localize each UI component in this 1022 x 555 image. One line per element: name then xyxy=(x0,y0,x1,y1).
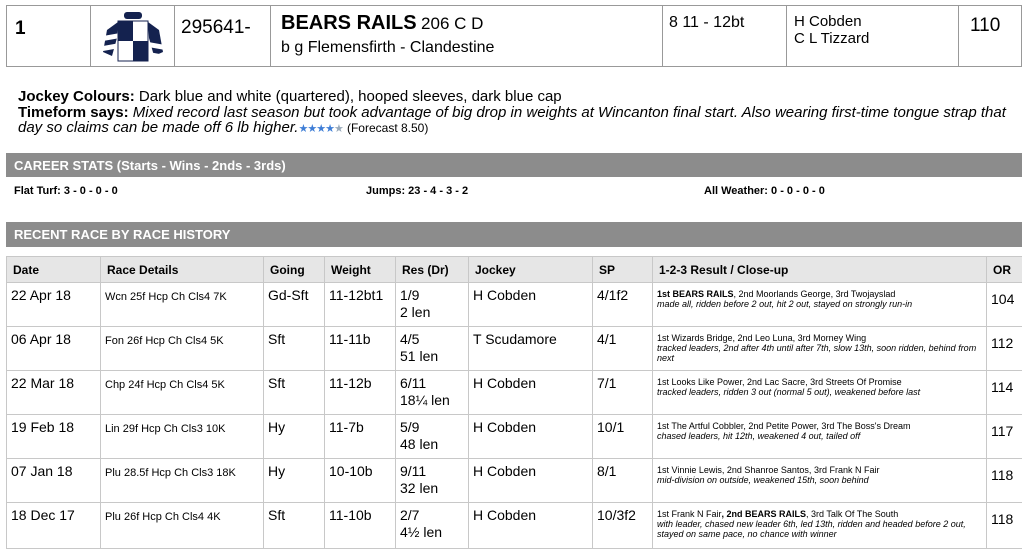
result-segment: 1st The Artful Cobbler, 2nd Petite Power, 3rd The Boss's Dream xyxy=(657,421,911,431)
result-segment: , 2nd BEARS RAILS xyxy=(721,509,807,519)
closeup-comment: chased leaders, hit 12th, weakened 4 out, tailed off xyxy=(657,431,861,441)
closeup-comment: made all, ridden before 2 out, hit 2 out, stayed on strongly run-in xyxy=(657,299,913,309)
column-header[interactable]: OR xyxy=(987,257,1022,283)
form-figures: 295641- xyxy=(175,6,271,66)
star-filled-icon: ★ xyxy=(307,123,317,135)
race-or: 112 xyxy=(987,327,1022,371)
result-segment: 1st Vinnie Lewis, 2nd Shanroe Santos, 3rd Frank N Fair xyxy=(657,465,880,475)
result-closeup xyxy=(653,371,987,415)
race-or: 117 xyxy=(987,415,1022,459)
finish-position: 5/9 xyxy=(400,419,420,435)
result-closeup xyxy=(653,459,987,503)
table-row[interactable] xyxy=(7,503,1022,549)
race-details: Fon 26f Hcp Ch Cls4 5K xyxy=(101,327,264,371)
race-details: Lin 29f Hcp Ch Cls3 10K xyxy=(101,415,264,459)
connections xyxy=(787,6,959,66)
race-going: Sft xyxy=(264,371,325,415)
timeform-text: Mixed record last season but took advantage of big drop in weights at Wincanton final start. Also wearing first-time tongue strap that day so claims can be made off 6 lb higher. xyxy=(18,103,1006,136)
closeup-comment: mid-division on outside, weakened 15th, soon behind xyxy=(657,475,869,485)
race-jockey: H Cobden xyxy=(469,371,593,415)
race-weight: 11-12b xyxy=(325,371,396,415)
timeform-comment xyxy=(18,105,1018,138)
beaten-distance: 48 len xyxy=(400,436,439,452)
closeup-comment: tracked leaders, 2nd after 4th until after 7th, slow 13th, soon ridden, behind from next xyxy=(657,343,977,363)
jockey-name[interactable]: H Cobden xyxy=(794,13,862,30)
beaten-distance: 2 len xyxy=(400,304,431,320)
star-empty-icon: ★ xyxy=(333,123,343,135)
runner-number: 1 xyxy=(7,6,91,66)
beaten-distance: 18¼ len xyxy=(400,392,450,408)
silk-cap xyxy=(124,12,142,19)
silk-right-sleeve xyxy=(148,22,163,56)
horse-breeding: b g Flemensfirth - Clandestine xyxy=(281,39,495,56)
finish-position: 6/11 xyxy=(400,375,427,391)
career-jumps: Jumps: 23 - 4 - 3 - 2 xyxy=(366,185,469,197)
race-jockey: T Scudamore xyxy=(469,327,593,371)
race-weight: 11-10b xyxy=(325,503,396,549)
beaten-distance: 32 len xyxy=(400,480,439,496)
result-line xyxy=(657,289,982,299)
column-header[interactable]: Res (Dr) xyxy=(396,257,469,283)
career-all-weather: All Weather: 0 - 0 - 0 - 0 xyxy=(704,185,825,197)
starting-price: 4/1 xyxy=(593,327,653,371)
result-segment: 1st BEARS RAILS xyxy=(657,289,734,299)
jockey-colours xyxy=(18,89,1018,105)
finish-position: 4/5 xyxy=(400,331,420,347)
star-rating-icon xyxy=(298,123,342,135)
race-or: 114 xyxy=(987,371,1022,415)
starting-price: 4/1f2 xyxy=(593,283,653,327)
starting-price: 10/3f2 xyxy=(593,503,653,549)
history-header-row xyxy=(7,257,1022,283)
race-history-header: RECENT RACE BY RACE HISTORY xyxy=(6,222,1022,247)
column-header[interactable]: 1-2-3 Result / Close-up xyxy=(653,257,987,283)
result-line xyxy=(657,333,982,343)
race-weight: 10-10b xyxy=(325,459,396,503)
race-weight: 11-12bt1 xyxy=(325,283,396,327)
race-or: 118 xyxy=(987,503,1022,549)
column-header[interactable]: Going xyxy=(264,257,325,283)
race-jockey: H Cobden xyxy=(469,415,593,459)
race-details: Plu 28.5f Hcp Ch Cls3 18K xyxy=(101,459,264,503)
race-result xyxy=(396,327,469,371)
result-closeup xyxy=(653,503,987,549)
finish-position: 2/7 xyxy=(400,507,420,523)
result-line xyxy=(657,509,982,519)
beaten-distance: 51 len xyxy=(400,348,439,364)
runner-info xyxy=(18,89,1018,138)
trainer-name[interactable]: C L Tizzard xyxy=(794,30,870,47)
race-jockey: H Cobden xyxy=(469,283,593,327)
starting-price: 7/1 xyxy=(593,371,653,415)
table-row[interactable] xyxy=(7,371,1022,415)
result-closeup xyxy=(653,415,987,459)
race-or: 104 xyxy=(987,283,1022,327)
race-result xyxy=(396,283,469,327)
star-filled-icon: ★ xyxy=(316,123,326,135)
race-jockey: H Cobden xyxy=(469,459,593,503)
career-stats-header: CAREER STATS (Starts - Wins - 2nds - 3rds) xyxy=(6,153,1022,177)
result-line xyxy=(657,377,982,387)
result-closeup xyxy=(653,327,987,371)
column-header[interactable]: Date xyxy=(7,257,101,283)
race-going: Hy xyxy=(264,459,325,503)
race-or: 118 xyxy=(987,459,1022,503)
race-going: Sft xyxy=(264,327,325,371)
race-going: Sft xyxy=(264,503,325,549)
race-weight: 11-11b xyxy=(325,327,396,371)
timeform-label: Timeform says: xyxy=(18,103,129,121)
table-row[interactable] xyxy=(7,283,1022,327)
result-segment: 1st Looks Like Power, 2nd Lac Sacre, 3rd Streets Of Promise xyxy=(657,377,902,387)
starting-price: 10/1 xyxy=(593,415,653,459)
race-date: 06 Apr 18 xyxy=(7,327,101,371)
result-segment: , 3rd Talk Of The South xyxy=(806,509,899,519)
race-details: Chp 24f Hcp Ch Cls4 5K xyxy=(101,371,264,415)
race-details: Wcn 25f Hcp Ch Cls4 7K xyxy=(101,283,264,327)
history-body xyxy=(7,283,1022,549)
closeup-comment: with leader, chased new leader 6th, led 13th, ridden and headed before 2 out, stayed on same pace, no chance with winner xyxy=(657,519,966,539)
result-closeup xyxy=(653,283,987,327)
horse-weight: 8 11 - 12bt xyxy=(663,6,787,66)
beaten-distance: 4½ len xyxy=(400,524,443,540)
career-flat-turf: Flat Turf: 3 - 0 - 0 - 0 xyxy=(14,185,118,197)
horse-details xyxy=(271,6,663,66)
race-date: 22 Mar 18 xyxy=(7,371,101,415)
column-header[interactable]: Race Details xyxy=(101,257,264,283)
result-line xyxy=(657,465,982,475)
race-result xyxy=(396,371,469,415)
jockey-colours-label: Jockey Colours: xyxy=(18,88,135,105)
finish-position: 1/9 xyxy=(400,287,420,303)
race-going: Gd-Sft xyxy=(264,283,325,327)
jockey-silks-icon xyxy=(103,12,163,62)
race-going: Hy xyxy=(264,415,325,459)
column-header[interactable]: SP xyxy=(593,257,653,283)
closeup-comment: tracked leaders, ridden 3 out (normal 5 out), weakened before last xyxy=(657,387,921,397)
race-date: 18 Dec 17 xyxy=(7,503,101,549)
finish-position: 9/11 xyxy=(400,463,427,479)
starting-price: 8/1 xyxy=(593,459,653,503)
result-segment: 1st Wizards Bridge, 2nd Leo Luna, 3rd Morney Wing xyxy=(657,333,867,343)
table-row[interactable] xyxy=(7,459,1022,503)
result-segment: , 2nd Moorlands George, 3rd Twojayslad xyxy=(733,289,896,299)
race-history-table xyxy=(6,256,1022,549)
race-jockey: H Cobden xyxy=(469,503,593,549)
race-details: Plu 26f Hcp Ch Cls4 4K xyxy=(101,503,264,549)
race-weight: 11-7b xyxy=(325,415,396,459)
horse-age-flags: 206 C D xyxy=(421,14,484,33)
race-date: 22 Apr 18 xyxy=(7,283,101,327)
table-row[interactable] xyxy=(7,415,1022,459)
race-result xyxy=(396,415,469,459)
result-line xyxy=(657,421,982,431)
horse-name[interactable]: BEARS RAILS xyxy=(281,12,417,34)
column-header[interactable]: Weight xyxy=(325,257,396,283)
table-row[interactable] xyxy=(7,327,1022,371)
jockey-silks xyxy=(91,6,175,66)
column-header[interactable]: Jockey xyxy=(469,257,593,283)
result-segment: 1st Frank N Fair xyxy=(657,509,722,519)
race-result xyxy=(396,503,469,549)
race-result xyxy=(396,459,469,503)
race-date: 19 Feb 18 xyxy=(7,415,101,459)
jockey-colours-text: Dark blue and white (quartered), hooped sleeves, dark blue cap xyxy=(138,88,562,105)
race-date: 07 Jan 18 xyxy=(7,459,101,503)
official-rating: 110 xyxy=(970,15,1001,36)
star-filled-icon: ★ xyxy=(298,123,308,135)
forecast-price: (Forecast 8.50) xyxy=(346,121,429,135)
runner-header xyxy=(6,5,1022,67)
star-filled-icon: ★ xyxy=(325,123,334,135)
